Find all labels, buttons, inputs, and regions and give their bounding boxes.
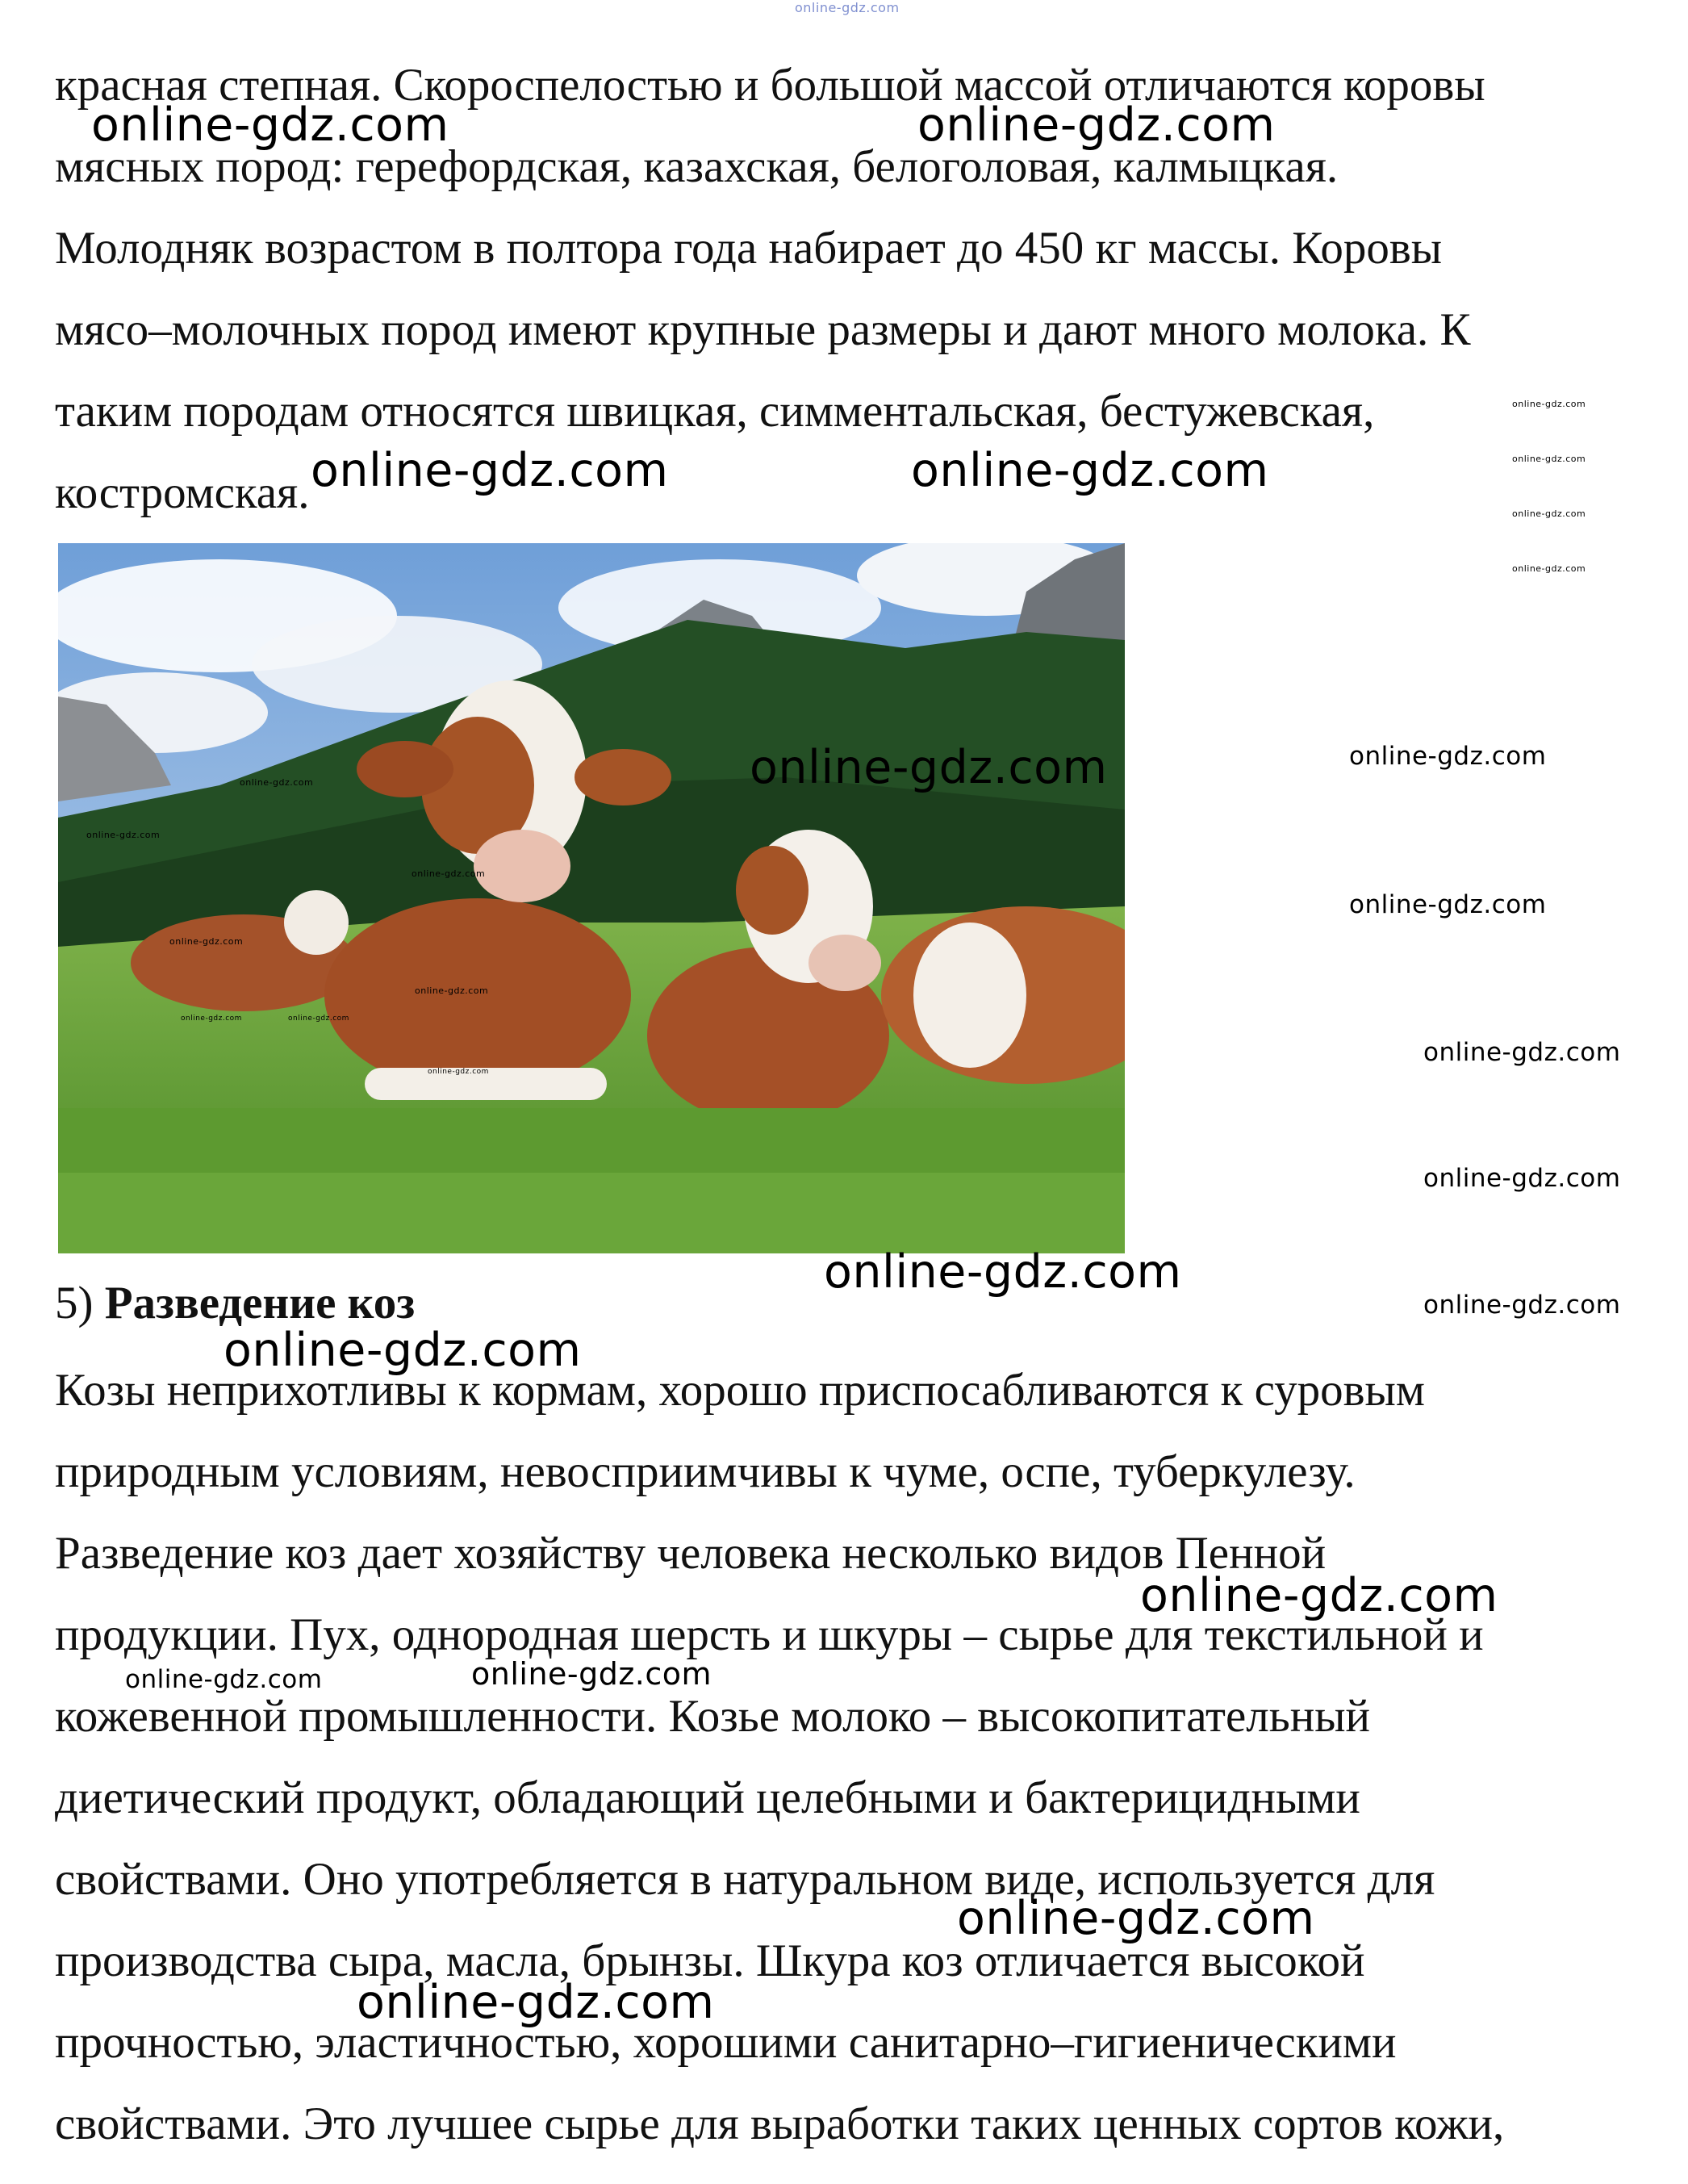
- text-line: диетический продукт, обладающий целебными и бактерицидными: [55, 1772, 1360, 1823]
- watermark: online-gdz.com: [1349, 890, 1547, 919]
- text-line: Молодняк возрастом в полтора года набирает до 450 кг массы. Коровы: [55, 223, 1443, 274]
- watermark: online-gdz.com: [750, 741, 1108, 794]
- watermark: online-gdz.com: [1512, 399, 1586, 409]
- watermark: online-gdz.com: [917, 98, 1276, 152]
- cows-photo: [58, 543, 1125, 1253]
- section-title: Разведение коз: [104, 1278, 416, 1328]
- text-line: кожевенной промышленности. Козье молоко – высокопитательный: [55, 1691, 1371, 1742]
- text-line: красная степная. Скороспелостью и большой массой отличаются коровы: [55, 60, 1485, 111]
- watermark: online-gdz.com: [911, 444, 1269, 497]
- paragraph-2: [55, 1349, 1588, 2165]
- watermark: online-gdz.com: [1512, 563, 1586, 574]
- watermark: online-gdz.com: [91, 98, 449, 152]
- watermark: online-gdz.com: [957, 1892, 1315, 1945]
- watermark: online-gdz.com: [412, 868, 486, 879]
- text-line: продукции. Пух, однородная шерсть и шкуры – сырье для текстильной и: [55, 1609, 1484, 1660]
- watermark: online-gdz.com: [288, 1015, 349, 1023]
- watermark: online-gdz.com: [357, 1976, 715, 2029]
- watermark: online-gdz.com: [240, 777, 314, 788]
- text-line: Козы неприхотливы к кормам, хорошо приспосабливаются к суровым: [55, 1365, 1425, 1416]
- watermark: online-gdz.com: [311, 444, 669, 497]
- text-line: прочностью, эластичностью, хорошими санитарно–гигиеническими: [55, 2017, 1397, 2068]
- section-number: 5): [55, 1278, 94, 1328]
- text-line: природным условиям, невосприимчивы к чуме, оспе, туберкулезу.: [55, 1446, 1356, 1497]
- text-line: свойствами. Это лучшее сырье для выработки таких ценных сортов кожи,: [55, 2098, 1505, 2149]
- watermark: online-gdz.com: [181, 1015, 242, 1023]
- text-line: мясо–молочных пород имеют крупные размеры и дают много молока. К: [55, 304, 1471, 355]
- watermark: online-gdz.com: [1140, 1569, 1498, 1622]
- watermark: online-gdz.com: [824, 1245, 1182, 1299]
- watermark: online-gdz.com: [1512, 508, 1586, 519]
- text-line: мясных пород: герефордская, казахская, белоголовая, калмыцкая.: [55, 141, 1339, 192]
- watermark: online-gdz.com: [86, 830, 161, 840]
- watermark: online-gdz.com: [125, 1665, 323, 1694]
- watermark: online-gdz.com: [1423, 1038, 1621, 1067]
- watermark: online-gdz.com: [1349, 742, 1547, 771]
- text-line: свойствами. Оно употребляется в натуральном виде, используется для: [55, 1854, 1435, 1905]
- watermark: online-gdz.com: [415, 985, 489, 996]
- watermark: online-gdz.com: [224, 1324, 582, 1377]
- watermark: online-gdz.com: [428, 1068, 489, 1076]
- watermark: online-gdz.com: [1423, 1291, 1621, 1320]
- text-line: костромская.: [55, 467, 310, 518]
- watermark: online-gdz.com: [169, 936, 244, 947]
- watermark: online-gdz.com: [1512, 454, 1586, 464]
- text-line: производства сыра, масла, брынзы. Шкура коз отличается высокой: [55, 1935, 1365, 1986]
- watermark: online-gdz.com: [471, 1656, 712, 1692]
- text-line: таким породам относятся швицкая, симментальская, бестужевская,: [55, 386, 1375, 437]
- text-line: Разведение коз дает хозяйству человека несколько видов Пенной: [55, 1528, 1327, 1579]
- watermark: online-gdz.com: [795, 0, 900, 15]
- watermark: online-gdz.com: [1423, 1164, 1621, 1193]
